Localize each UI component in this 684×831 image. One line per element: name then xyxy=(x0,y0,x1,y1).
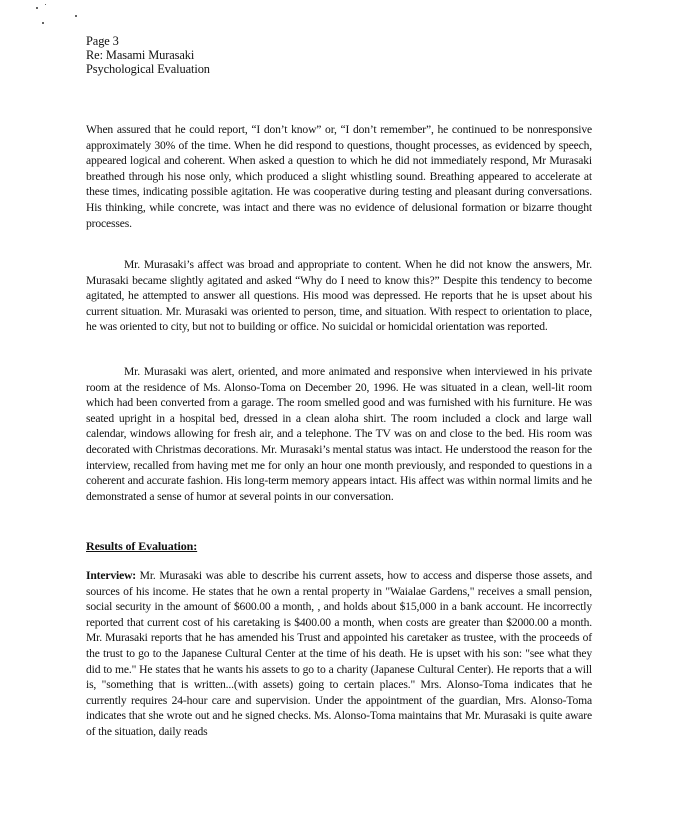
scan-speck xyxy=(75,15,77,17)
scan-speck xyxy=(36,7,38,9)
paragraph-nonresponsive: When assured that he could report, “I don’t know” or, “I don’t remember”, he continued to be nonresponsive approximately 30% of the time. When he did respond to questions, thought processes, as evidenced by speech, appeared logical and coherent. When asked a question to which he did not immediately respond, Mr Murasaki breathed through his nose only, which produced a slight whistling sound. Breathing appeared to accelerate at these times, indicating possible agitation. He was cooperative during testing and pleasant during conversations. His thinking, while concrete, was intact and there was no evidence of delusional formation or bizarre thought processes. xyxy=(86,123,592,230)
interview-label: Interview: xyxy=(86,569,137,582)
scan-speck xyxy=(42,22,44,24)
interview-text: Mr. Murasaki was able to describe his current assets, how to access and disperse those assets, and sources of his income. He states that he own a rental property in "Waialae Gardens," receives a small pension, social security in the amount of $600.00 a month, , and holds about $15,000 in a bank account. He incorrectly reported that current cost of his caretaking is $400.00 a month, when costs are greater than $2000.00 a month. Mr. Murasaki reports that he has amended his Trust and appointed his caretaker as trustee, with the proceeds of the trust to go to the Japanese Cultural Center at the time of his death. He is upset with his son: "see what they did to me." He states that he wants his assets to go to a charity (Japanese Cultural Center). He reports that a will is, "something that is written...(with assets) going to certain places." Mrs. Alonso-Toma indicates that he currently requires 24-hour care and supervision. Under the appointment of the guardian, Mrs. Alonso-Toma indicates that she wrote out and he signed checks. Ms. Alonso-Toma maintains that Mr. Murasaki is quite aware of the situation, daily reads xyxy=(86,569,592,738)
section-heading-results: Results of Evaluation: xyxy=(86,539,198,553)
page-number: Page 3 xyxy=(86,34,119,48)
document-subject: Psychological Evaluation xyxy=(86,62,210,76)
re-line: Re: Masami Murasaki xyxy=(86,48,195,62)
paragraph-affect: Mr. Murasaki’s affect was broad and appropriate to content. When he did not know the answers, Mr. Murasaki became slightly agitated and asked “Why do I need to know this?” Despite this tendency to become agitated, he attempted to answer all questions. His mood was depressed. He reports that he is upset about his current situation. Mr. Murasaki was oriented to person, time, and situation. With respect to orientation to place, he was oriented to city, but not to building or office. No suicidal or homicidal orientation was reported. xyxy=(86,258,592,334)
scan-speck xyxy=(45,4,46,5)
paragraph-interview-setting: Mr. Murasaki was alert, oriented, and more animated and responsive when interviewed in his private room at the residence of Ms. Alonso-Toma on December 20, 1996. He was situated in a clean, well-lit room which had been converted from a garage. The room smelled good and was furnished with his furniture. He was seated upright in a hospital bed, dressed in a clean aloha shirt. The room included a clock and large wall calendar, windows allowing for fresh air, and a telephone. The TV was on and close to the bed. His room was decorated with Christmas decorations. Mr. Murasaki’s mental status was intact. He understood the reason for the interview, recalled from having met me for only an hour one month previously, and responded to questions in a coherent and accurate fashion. His long-term memory appears intact. His affect was within normal limits and he demonstrated a sense of humor at several points in our conversation. xyxy=(86,365,592,503)
paragraph-interview xyxy=(86,568,592,740)
page-header xyxy=(86,34,210,76)
